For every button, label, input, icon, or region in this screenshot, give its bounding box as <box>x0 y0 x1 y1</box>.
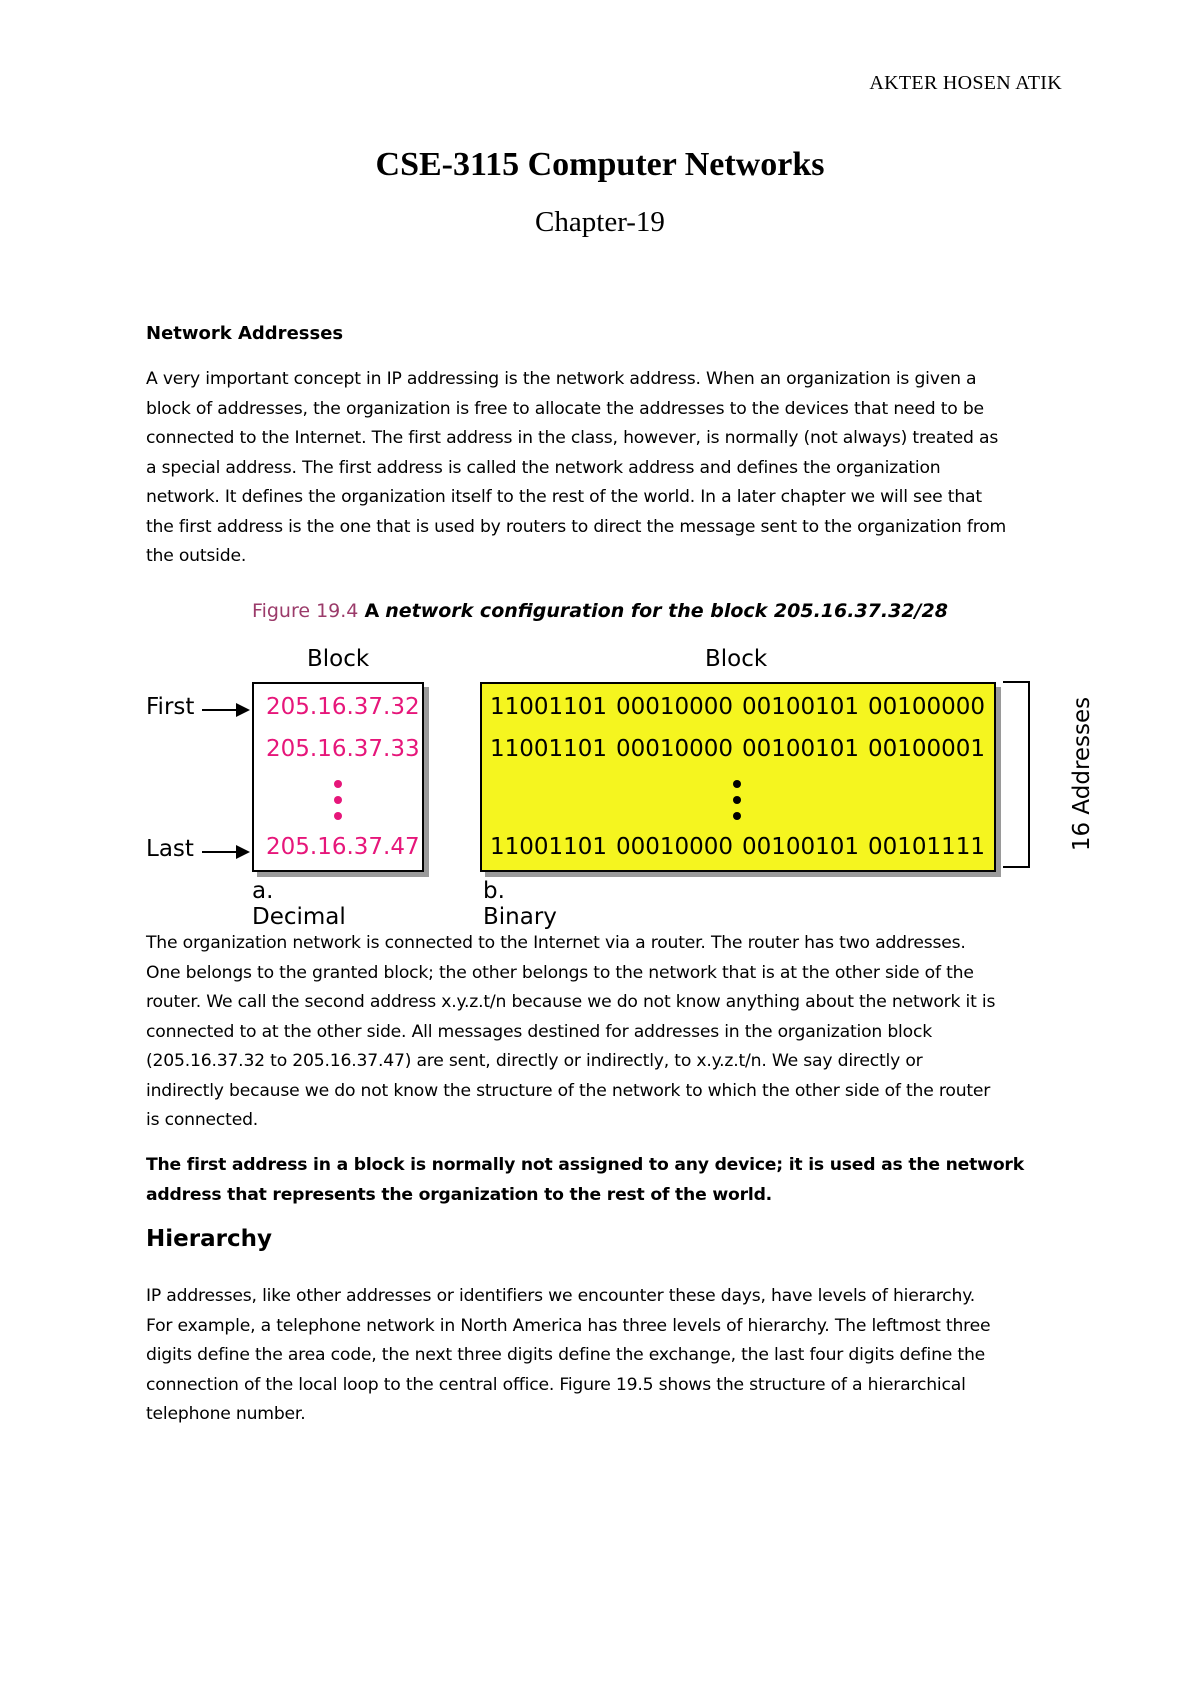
paragraph-router <box>146 929 1066 1136</box>
ellipsis-dot-icon <box>733 812 741 820</box>
caption-binary: b. Binary <box>483 878 557 930</box>
text-line: IP addresses, like other addresses or identifiers we encounter these days, have levels of hierarchy. <box>146 1286 976 1306</box>
ellipsis-dot-icon <box>334 812 342 820</box>
binary-octet: 00010000 <box>616 694 734 720</box>
binary-octet: 00100001 <box>868 736 986 762</box>
last-arrow-icon <box>202 851 248 853</box>
first-arrow-icon <box>202 709 248 711</box>
chapter-subtitle: Chapter-19 <box>535 206 665 238</box>
address-range-bracket <box>1003 681 1030 868</box>
block-label-decimal: Block <box>307 646 370 672</box>
address-count-label: 16 Addresses <box>1069 696 1095 852</box>
text-line: connected to at the other side. All messages destined for addresses in the organization block <box>146 1021 932 1042</box>
figure-caption-article: A <box>364 600 380 622</box>
text-line: router. We call the second address x.y.z.t/n because we do not know anything about the network it is <box>146 992 996 1012</box>
ellipsis-dot-icon <box>334 780 342 788</box>
text-line: the outside. <box>146 546 247 566</box>
text-line: a special address. The first address is called the network address and defines the organization <box>146 457 941 478</box>
text-line: telephone number. <box>146 1404 306 1424</box>
decimal-address-second: 205.16.37.33 <box>266 736 420 762</box>
document-title: CSE-3115 Computer Networks <box>375 146 825 183</box>
binary-octet: 00010000 <box>616 834 734 860</box>
text-line: One belongs to the granted block; the other belongs to the network that is at the other side of the <box>146 962 974 983</box>
emphasis-paragraph <box>146 1151 1066 1210</box>
text-line: the first address is the one that is used by routers to direct the message sent to the organization from <box>146 516 1007 537</box>
binary-octet: 11001101 <box>490 834 608 860</box>
binary-octet: 00010000 <box>616 736 734 762</box>
block-label-binary: Block <box>705 646 768 672</box>
binary-octet: 00100101 <box>742 694 860 720</box>
binary-octet: 00100101 <box>742 736 860 762</box>
binary-octet: 11001101 <box>490 736 608 762</box>
text-line: network. It defines the organization itself to the rest of the world. In a later chapter we will see that <box>146 487 982 507</box>
figure-number: Figure 19.4 <box>252 600 359 622</box>
ellipsis-dot-icon <box>733 780 741 788</box>
author-name: AKTER HOSEN ATIK <box>869 72 1062 94</box>
binary-octet: 00101111 <box>868 834 986 860</box>
section-heading-hierarchy: Hierarchy <box>146 1226 272 1252</box>
text-line: A very important concept in IP addressing is the network address. When an organization is given a <box>146 369 977 389</box>
last-label: Last <box>146 836 194 862</box>
text-line: indirectly because we do not know the structure of the network to which the other side of the router <box>146 1080 991 1101</box>
figure-description: network configuration for the block 205.16.37.32/28 <box>385 600 948 622</box>
text-line: The first address in a block is normally not assigned to any device; it is used as the network <box>146 1155 1024 1175</box>
figure-caption <box>0 600 1200 622</box>
paragraph-hierarchy <box>146 1282 1066 1430</box>
text-line: digits define the area code, the next three digits define the exchange, the last four digits define the <box>146 1345 986 1365</box>
decimal-address-first: 205.16.37.32 <box>266 694 420 720</box>
text-line: block of addresses, the organization is free to allocate the addresses to the devices that need to be <box>146 398 984 419</box>
ellipsis-dot-icon <box>733 796 741 804</box>
text-line: For example, a telephone network in North America has three levels of hierarchy. The leftmost three <box>146 1315 991 1336</box>
first-label: First <box>146 694 195 720</box>
ellipsis-dot-icon <box>334 796 342 804</box>
caption-decimal: a. Decimal <box>252 878 346 930</box>
text-line: connection of the local loop to the central office. Figure 19.5 shows the structure of a hierarchical <box>146 1374 966 1395</box>
decimal-address-last: 205.16.37.47 <box>266 834 420 860</box>
text-line: (205.16.37.32 to 205.16.37.47) are sent, directly or indirectly, to x.y.z.t/n. We say directly or <box>146 1051 923 1071</box>
text-line: connected to the Internet. The first address in the class, however, is normally (not always) treated as <box>146 428 999 448</box>
binary-octet: 00100101 <box>742 834 860 860</box>
binary-octet: 00100000 <box>868 694 986 720</box>
binary-octet: 11001101 <box>490 694 608 720</box>
section-heading-network-addresses: Network Addresses <box>146 323 344 344</box>
text-line: The organization network is connected to the Internet via a router. The router has two addresses. <box>146 933 966 953</box>
text-line: is connected. <box>146 1110 259 1130</box>
paragraph-network-address <box>146 365 1066 572</box>
text-line: address that represents the organization to the rest of the world. <box>146 1184 773 1205</box>
